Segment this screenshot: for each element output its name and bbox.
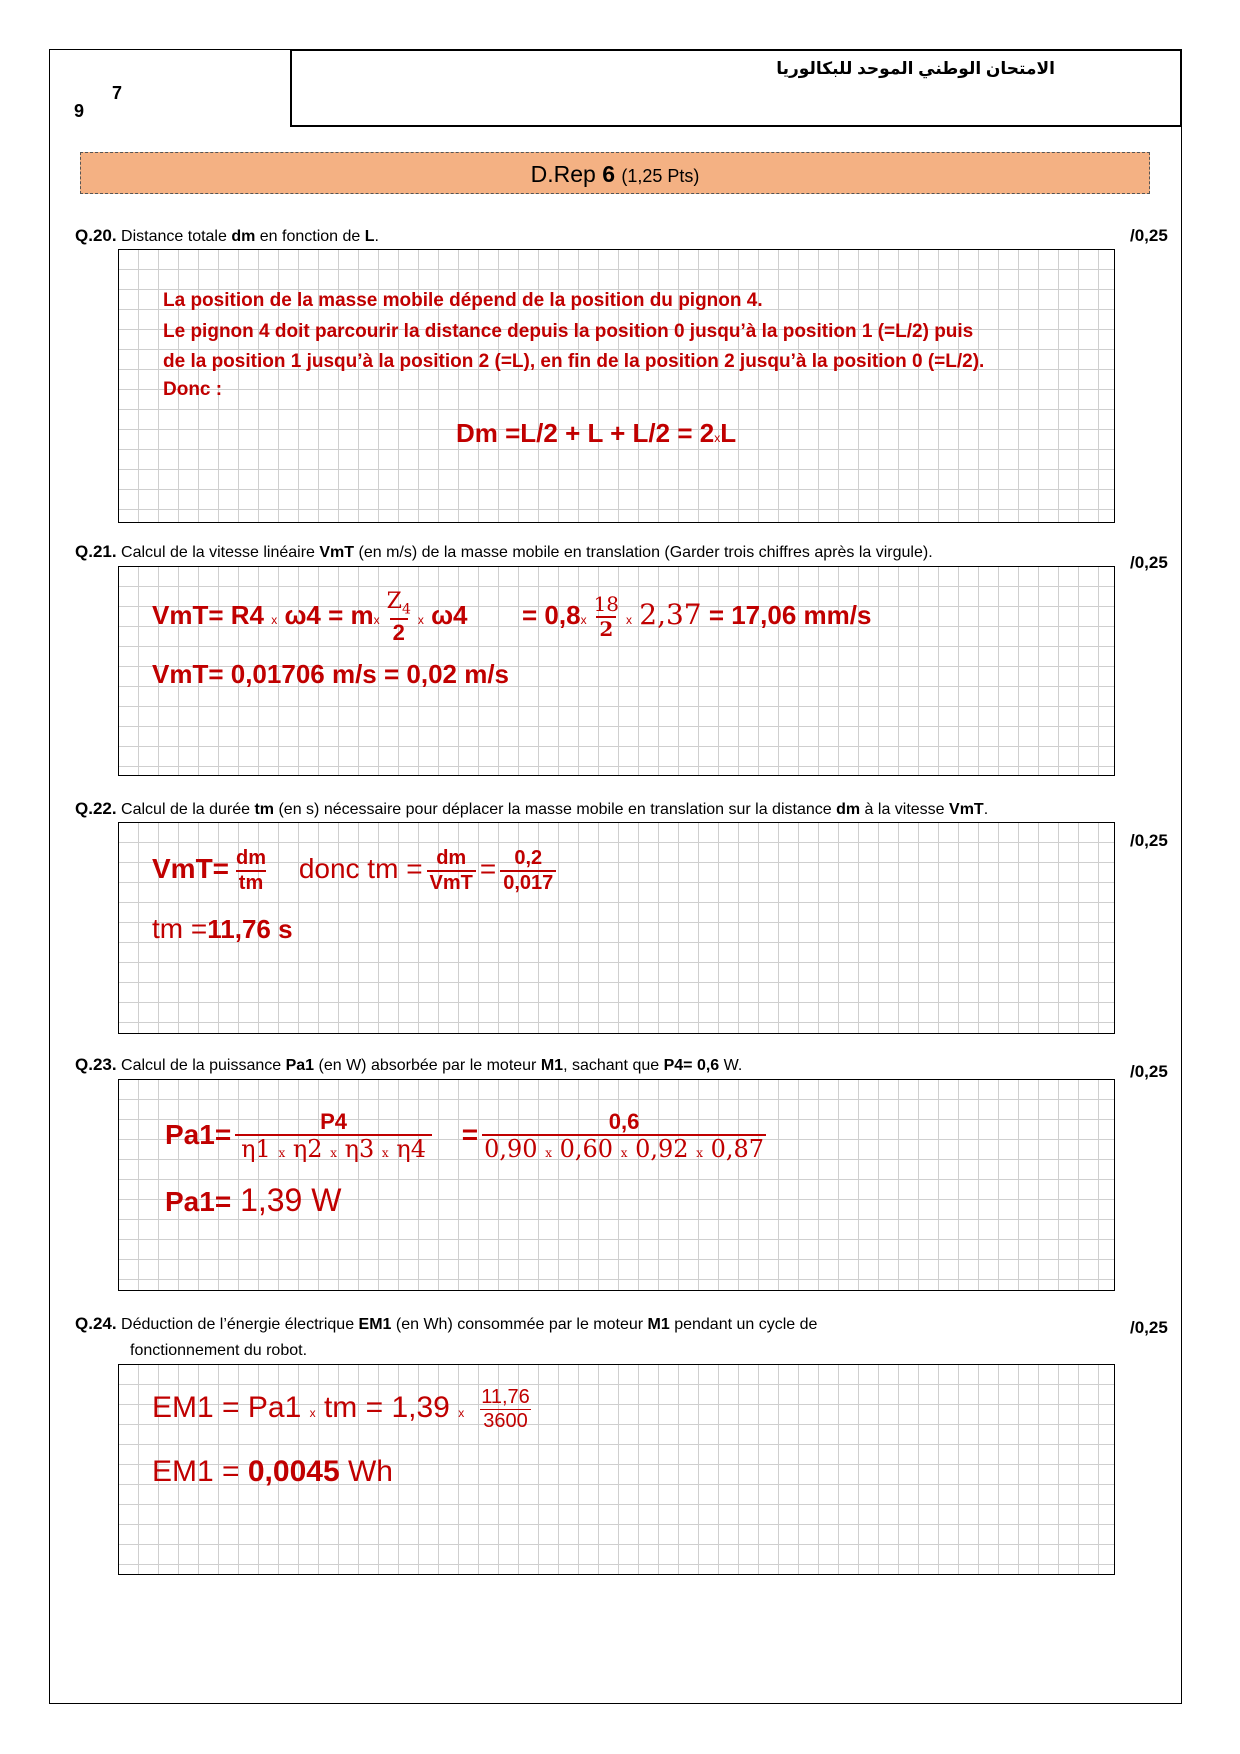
- expr: VmT= R4: [152, 600, 264, 630]
- fraction-values: [500, 847, 556, 895]
- result: 1,39 W: [231, 1182, 342, 1218]
- expr: ω4: [431, 600, 468, 630]
- answer-23-line2: [165, 1182, 341, 1219]
- question-text-segment: Pa1: [285, 1057, 315, 1074]
- question-text-line2: fonctionnement du robot.: [130, 1342, 308, 1359]
- formula-text: Dm =L/2 + L + L/2 = 2: [456, 418, 715, 448]
- denominator: 3600: [480, 1409, 531, 1433]
- unit: Wh: [339, 1455, 393, 1488]
- answer-box-22: [118, 822, 1115, 1034]
- question-text: [121, 228, 379, 245]
- times-sign: x: [373, 613, 380, 627]
- denominator: 2: [596, 616, 616, 641]
- header-box: [290, 49, 1182, 127]
- answer-24-line1: [152, 1383, 537, 1438]
- question-text-segment: pendant un cycle de: [669, 1316, 818, 1333]
- question-text-segment: VmT: [949, 801, 984, 818]
- numerator: dm: [236, 846, 267, 869]
- page-current: 7: [112, 83, 123, 103]
- fraction-values: [482, 1109, 766, 1164]
- result: 0,0045: [247, 1455, 340, 1488]
- times-sign: x: [626, 613, 633, 627]
- numerator: 0,6: [608, 1109, 640, 1135]
- question-text-segment: (en Wh) consommée par le moteur: [391, 1316, 648, 1333]
- answer-line: de la position 1 jusqu’à la position 2 (=L), en fin de la position 2 jusqu’à la position 0 (=L/2).: [163, 351, 985, 372]
- score-24: /0,25: [1130, 1318, 1168, 1337]
- question-22: [75, 799, 988, 819]
- fraction-18-over-2: [591, 593, 622, 641]
- numerator: dm: [436, 846, 467, 869]
- score-21: /0,25: [1130, 553, 1168, 572]
- question-text: [121, 1057, 742, 1074]
- expr: Pa1=: [165, 1186, 232, 1217]
- numerator: $Z_4$: [386, 589, 411, 618]
- question-text-segment: en fonction de: [255, 228, 365, 245]
- answer-23-line1: [165, 1100, 770, 1170]
- expr: Pa1=: [165, 1119, 232, 1150]
- result: 11,76 s: [207, 914, 293, 944]
- expr: tm = 1,39: [323, 1391, 450, 1424]
- question-text-segment: Calcul de la durée: [121, 801, 255, 818]
- question-text-segment: EM1: [358, 1316, 392, 1333]
- answer-line: Le pignon 4 doit parcourir la distance depuis la position 0 jusqu’à la position 1 (=L/2) puis: [163, 321, 974, 342]
- question-text-segment: dm: [836, 801, 861, 818]
- denominator: 0,90 x 0,60 x 0,92 x 0,87: [484, 1135, 765, 1164]
- section-points: (1,25 Pts): [621, 166, 700, 186]
- expr: EM1 =: [152, 1455, 248, 1488]
- answer-21-line1: [152, 585, 871, 650]
- denominator: η1 x η2 x η3 x η4: [235, 1134, 432, 1164]
- denominator: tm: [236, 870, 266, 895]
- question-text: [121, 544, 933, 561]
- question-number: Q.24.: [75, 1314, 117, 1333]
- question-number: Q.21.: [75, 542, 117, 561]
- times-sign: x: [271, 613, 278, 627]
- expr: tm =: [152, 913, 208, 944]
- question-text-segment: M1: [647, 1316, 670, 1333]
- times-sign: x: [580, 613, 587, 627]
- fraction-p4-over-etas: [235, 1109, 432, 1164]
- denominator: VmT: [427, 870, 476, 895]
- question-text-segment: W.: [719, 1057, 743, 1074]
- expr: = 0,8: [522, 600, 581, 630]
- answer-20-formula: [456, 418, 736, 449]
- score-22: /0,25: [1130, 831, 1168, 850]
- question-text-segment: (en W) absorbée par le moteur: [314, 1057, 541, 1074]
- section-number: 6: [602, 161, 615, 187]
- answer-box-21: [118, 566, 1115, 776]
- question-text-segment: VmT: [319, 544, 355, 561]
- times-sign: x: [417, 613, 424, 627]
- times-sign: x: [714, 431, 721, 445]
- times-sign: x: [458, 1406, 465, 1420]
- fraction-dm-over-vmt: [427, 847, 476, 895]
- expr: donc tm =: [298, 853, 423, 884]
- expr: 2,37: [639, 598, 702, 631]
- question-number: Q.20.: [75, 226, 117, 245]
- fraction-z4-over-2: [384, 589, 414, 645]
- question-text-segment: Calcul de la puissance: [121, 1057, 286, 1074]
- answer-22-line1: [152, 841, 560, 897]
- expr: =: [479, 853, 497, 884]
- score-20: /0,25: [1130, 226, 1168, 245]
- exam-title: الامتحان الوطني الموحد للبكالوريا: [776, 59, 1055, 78]
- answer-line: La position de la masse mobile dépend de la position du pignon 4.: [163, 290, 763, 311]
- expr: = 17,06 mm/s: [701, 600, 872, 630]
- expr: EM1 = Pa1: [152, 1391, 302, 1424]
- question-text-segment: dm: [231, 228, 256, 245]
- question-text-segment: tm: [254, 801, 275, 818]
- answer-21-line2: VmT= 0,01706 m/s = 0,02 m/s: [152, 659, 510, 689]
- section-banner: [80, 152, 1150, 194]
- question-23: [75, 1055, 742, 1075]
- question-text-segment: (en m/s) de la masse mobile en translation (Garder trois chiffres après la virgule).: [354, 544, 933, 561]
- expr: ω4 = m: [284, 600, 374, 630]
- denominator: 0,017: [500, 870, 556, 895]
- question-text-segment: Calcul de la vitesse linéaire: [121, 544, 320, 561]
- question-text-segment: P4= 0,6: [663, 1057, 720, 1074]
- question-20: [75, 226, 379, 246]
- question-number: Q.22.: [75, 799, 117, 818]
- question-text-segment: (en s) nécessaire pour déplacer la masse mobile en translation sur la distance: [274, 801, 837, 818]
- numerator: 18: [593, 592, 620, 617]
- question-text-segment: à la vitesse: [860, 801, 950, 818]
- question-number: Q.23.: [75, 1055, 117, 1074]
- numerator: 0,2: [514, 846, 543, 869]
- denominator: 2: [390, 618, 408, 645]
- fraction-hours: [478, 1386, 533, 1433]
- answer-20-text: [163, 285, 984, 403]
- score-23: /0,25: [1130, 1062, 1168, 1081]
- question-text: [121, 1316, 817, 1333]
- question-21: [75, 542, 933, 562]
- fraction-dm-over-tm: [233, 847, 269, 895]
- question-text-segment: Distance totale: [121, 228, 232, 245]
- answer-box-20: [118, 249, 1115, 523]
- answer-line: Donc :: [163, 379, 223, 400]
- question-text-segment: Déduction de l’énergie électrique: [121, 1316, 359, 1333]
- answer-box-23: [118, 1079, 1115, 1291]
- answer-22-line2: [152, 913, 293, 945]
- numerator: 11,76: [481, 1385, 530, 1408]
- question-text-segment: M1: [540, 1057, 564, 1074]
- section-label: D.Rep: [530, 161, 596, 187]
- question-24: [75, 1311, 817, 1364]
- answer-24-line2: [152, 1455, 393, 1489]
- question-text-segment: , sachant que: [563, 1057, 664, 1074]
- times-sign: x: [309, 1406, 316, 1420]
- expr: VmT=: [152, 853, 230, 884]
- question-text: [121, 801, 988, 818]
- question-text-segment: .: [983, 801, 989, 818]
- question-text-segment: .: [374, 228, 379, 245]
- question-text-segment: L: [364, 228, 375, 245]
- page-total: 9: [74, 101, 85, 121]
- formula-end: L: [720, 418, 737, 448]
- answer-box-24: [118, 1364, 1115, 1575]
- expr: =: [461, 1119, 479, 1150]
- numerator: P4: [320, 1109, 348, 1135]
